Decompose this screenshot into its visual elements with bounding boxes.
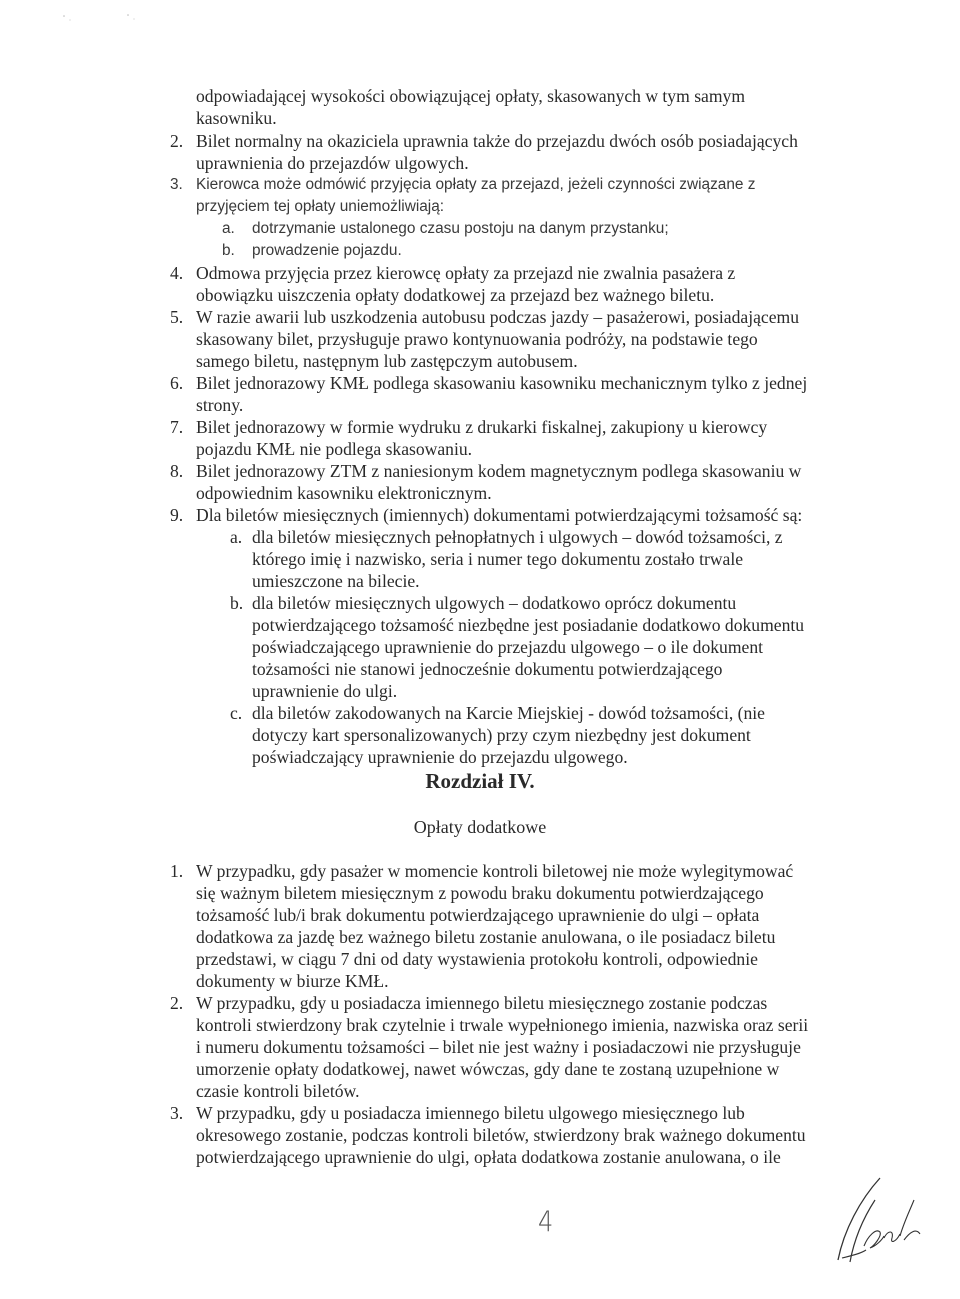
list-number: 3. bbox=[170, 176, 183, 193]
page-number: 4 bbox=[538, 1205, 554, 1239]
list-item-line: kontroli stwierdzony brak czytelnie i trwale wypełnionego imienia, nazwiska oraz serii bbox=[196, 1015, 809, 1035]
list-item-line: Kierowca może odmówić przyjęcia opłaty za przejazd, jeżeli czynności związane z bbox=[196, 176, 756, 193]
list-item-line: uprawnienia do przejazdów ulgowych. bbox=[196, 153, 469, 173]
list-number: 6. bbox=[170, 373, 184, 393]
list-number: 7. bbox=[170, 417, 184, 437]
list-number: 4. bbox=[170, 263, 184, 283]
chapter-title: Rozdział IV. bbox=[425, 769, 535, 793]
sublist-letter: b. bbox=[230, 593, 244, 613]
list-number: 9. bbox=[170, 505, 184, 525]
list-item-line: przyjęciem tej opłaty uniemożliwiają: bbox=[196, 198, 445, 215]
sublist-item-line: umieszczone na bilecie. bbox=[252, 571, 420, 591]
list-item-line: Bilet jednorazowy KMŁ podlega skasowaniu kasowniku mechanicznym tylko z jednej bbox=[196, 373, 808, 393]
sublist-item-line: dla biletów zakodowanych na Karcie Miejskiej - dowód tożsamości, (nie bbox=[252, 703, 765, 723]
sublist-letter: c. bbox=[230, 703, 243, 723]
list-number: 8. bbox=[170, 461, 184, 481]
paragraph-line: kasowniku. bbox=[196, 108, 277, 128]
list-item-line: się ważnym biletem miesięcznym z powodu braku dokumentu potwierdzającego bbox=[196, 883, 764, 903]
list-item-line: dokumenty w biurze KMŁ. bbox=[196, 971, 389, 991]
list-item-line: Bilet jednorazowy ZTM z naniesionym kodem magnetycznym podlega skasowaniu w bbox=[196, 461, 802, 481]
list-number: 2. bbox=[170, 131, 184, 151]
sublist-item-line: prowadzenie pojazdu. bbox=[252, 242, 402, 259]
list-item-line: Dla biletów miesięcznych (imiennych) dokumentami potwierdzającymi tożsamość są: bbox=[196, 505, 803, 525]
list-item-line: dodatkowa za jazdę bez ważnego biletu zostanie anulowana, o ile posiadacz biletu bbox=[196, 927, 776, 947]
sublist-letter: a. bbox=[222, 220, 235, 237]
sublist-item-line: potwierdzającego tożsamość niezbędne jest posiadanie dodatkowo dokumentu bbox=[252, 615, 805, 635]
list-item-line: przedstawi, w ciągu 7 dni od daty wystawienia protokołu kontroli, odpowiednie bbox=[196, 949, 758, 969]
list-item-line: potwierdzającego uprawnienie do ulgi, opłata dodatkowa zostanie anulowana, o ile bbox=[196, 1147, 781, 1167]
list-item-line: umorzenie opłaty dodatkowej, nawet wówczas, gdy dane te zostaną uzupełnione w bbox=[196, 1059, 780, 1079]
sublist-item-line: poświadczającego uprawnienie do przejazdu ulgowego – o ile dokument bbox=[252, 637, 764, 657]
list-item-line: obowiązku uiszczenia opłaty dodatkowej za przejazd bez ważnego biletu. bbox=[196, 285, 715, 305]
list-number: 3. bbox=[170, 1103, 184, 1123]
sublist-letter: b. bbox=[222, 242, 235, 259]
sublist-item-line: poświadczający uprawnienie do przejazdu ulgowego. bbox=[252, 747, 628, 767]
list-item-line: Bilet jednorazowy w formie wydruku z drukarki fiskalnej, zakupiony u kierowcy bbox=[196, 417, 768, 437]
sublist-letter: a. bbox=[230, 527, 243, 547]
list-item-line: czasie kontroli biletów. bbox=[196, 1081, 360, 1101]
list-item-line: i numeru dokumentu tożsamości – bilet nie jest ważny i posiadaczowi nie przysługuje bbox=[196, 1037, 801, 1057]
list-item-line: Bilet normalny na okaziciela uprawnia także do przejazdu dwóch osób posiadających bbox=[196, 131, 798, 151]
sublist-item-line: dla biletów miesięcznych pełnopłatnych i ulgowych – dowód tożsamości, z bbox=[252, 527, 783, 547]
list-number: 5. bbox=[170, 307, 184, 327]
list-item-line: samego biletu, następnym lub zastępczym autobusem. bbox=[196, 351, 578, 371]
list-number: 1. bbox=[170, 861, 184, 881]
list-item-line: okresowego zostanie, podczas kontroli biletów, stwierdzony brak ważnego dokumentu bbox=[196, 1125, 806, 1145]
list-item-line: skasowany bilet, przysługuje prawo kontynuowania podróży, na podstawie tego bbox=[196, 329, 758, 349]
list-item-line: W przypadku, gdy u posiadacza imiennego biletu ulgowego miesięcznego lub bbox=[196, 1103, 745, 1123]
list-item-line: W przypadku, gdy u posiadacza imiennego biletu miesięcznego zostanie podczas bbox=[196, 993, 768, 1013]
paragraph-line: odpowiadającej wysokości obowiązującej opłaty, skasowanych w tym samym bbox=[196, 86, 746, 106]
sublist-item-line: dla biletów miesięcznych ulgowych – dodatkowo oprócz dokumentu bbox=[252, 593, 737, 613]
list-item-line: odpowiednim kasowniku elektronicznym. bbox=[196, 483, 492, 503]
list-item-line: tożsamość lub/i brak dokumentu potwierdzającego uprawnienie do ulgi – opłata bbox=[196, 905, 760, 925]
scan-specks bbox=[60, 10, 180, 30]
list-item-line: pojazdu KMŁ nie podlega skasowaniu. bbox=[196, 439, 473, 459]
list-item-line: W przypadku, gdy pasażer w momencie kontroli biletowej nie może wylegitymować bbox=[196, 861, 794, 881]
sublist-item-line: którego imię i nazwisko, seria i numer tego dokumentu zostało trwale bbox=[252, 549, 744, 569]
list-item-line: W razie awarii lub uszkodzenia autobusu podczas jazdy – pasażerowi, posiadającemu bbox=[196, 307, 799, 327]
list-item-line: Odmowa przyjęcia przez kierowcę opłaty za przejazd nie zwalnia pasażera z bbox=[196, 263, 736, 283]
list-number: 2. bbox=[170, 993, 184, 1013]
sublist-item-line: tożsamości nie stanowi jednocześnie dokumentu potwierdzającego bbox=[252, 659, 723, 679]
sublist-item-line: dotyczy kart spersonalizowanych) przy czym niezbędny jest dokument bbox=[252, 725, 751, 745]
sublist-item-line: dotrzymanie ustalonego czasu postoju na danym przystanku; bbox=[252, 220, 669, 237]
chapter-subtitle: Opłaty dodatkowe bbox=[413, 817, 547, 837]
handwritten-signature bbox=[820, 1170, 930, 1270]
sublist-item-line: uprawnienie do ulgi. bbox=[252, 681, 398, 701]
list-item-line: strony. bbox=[196, 395, 244, 415]
